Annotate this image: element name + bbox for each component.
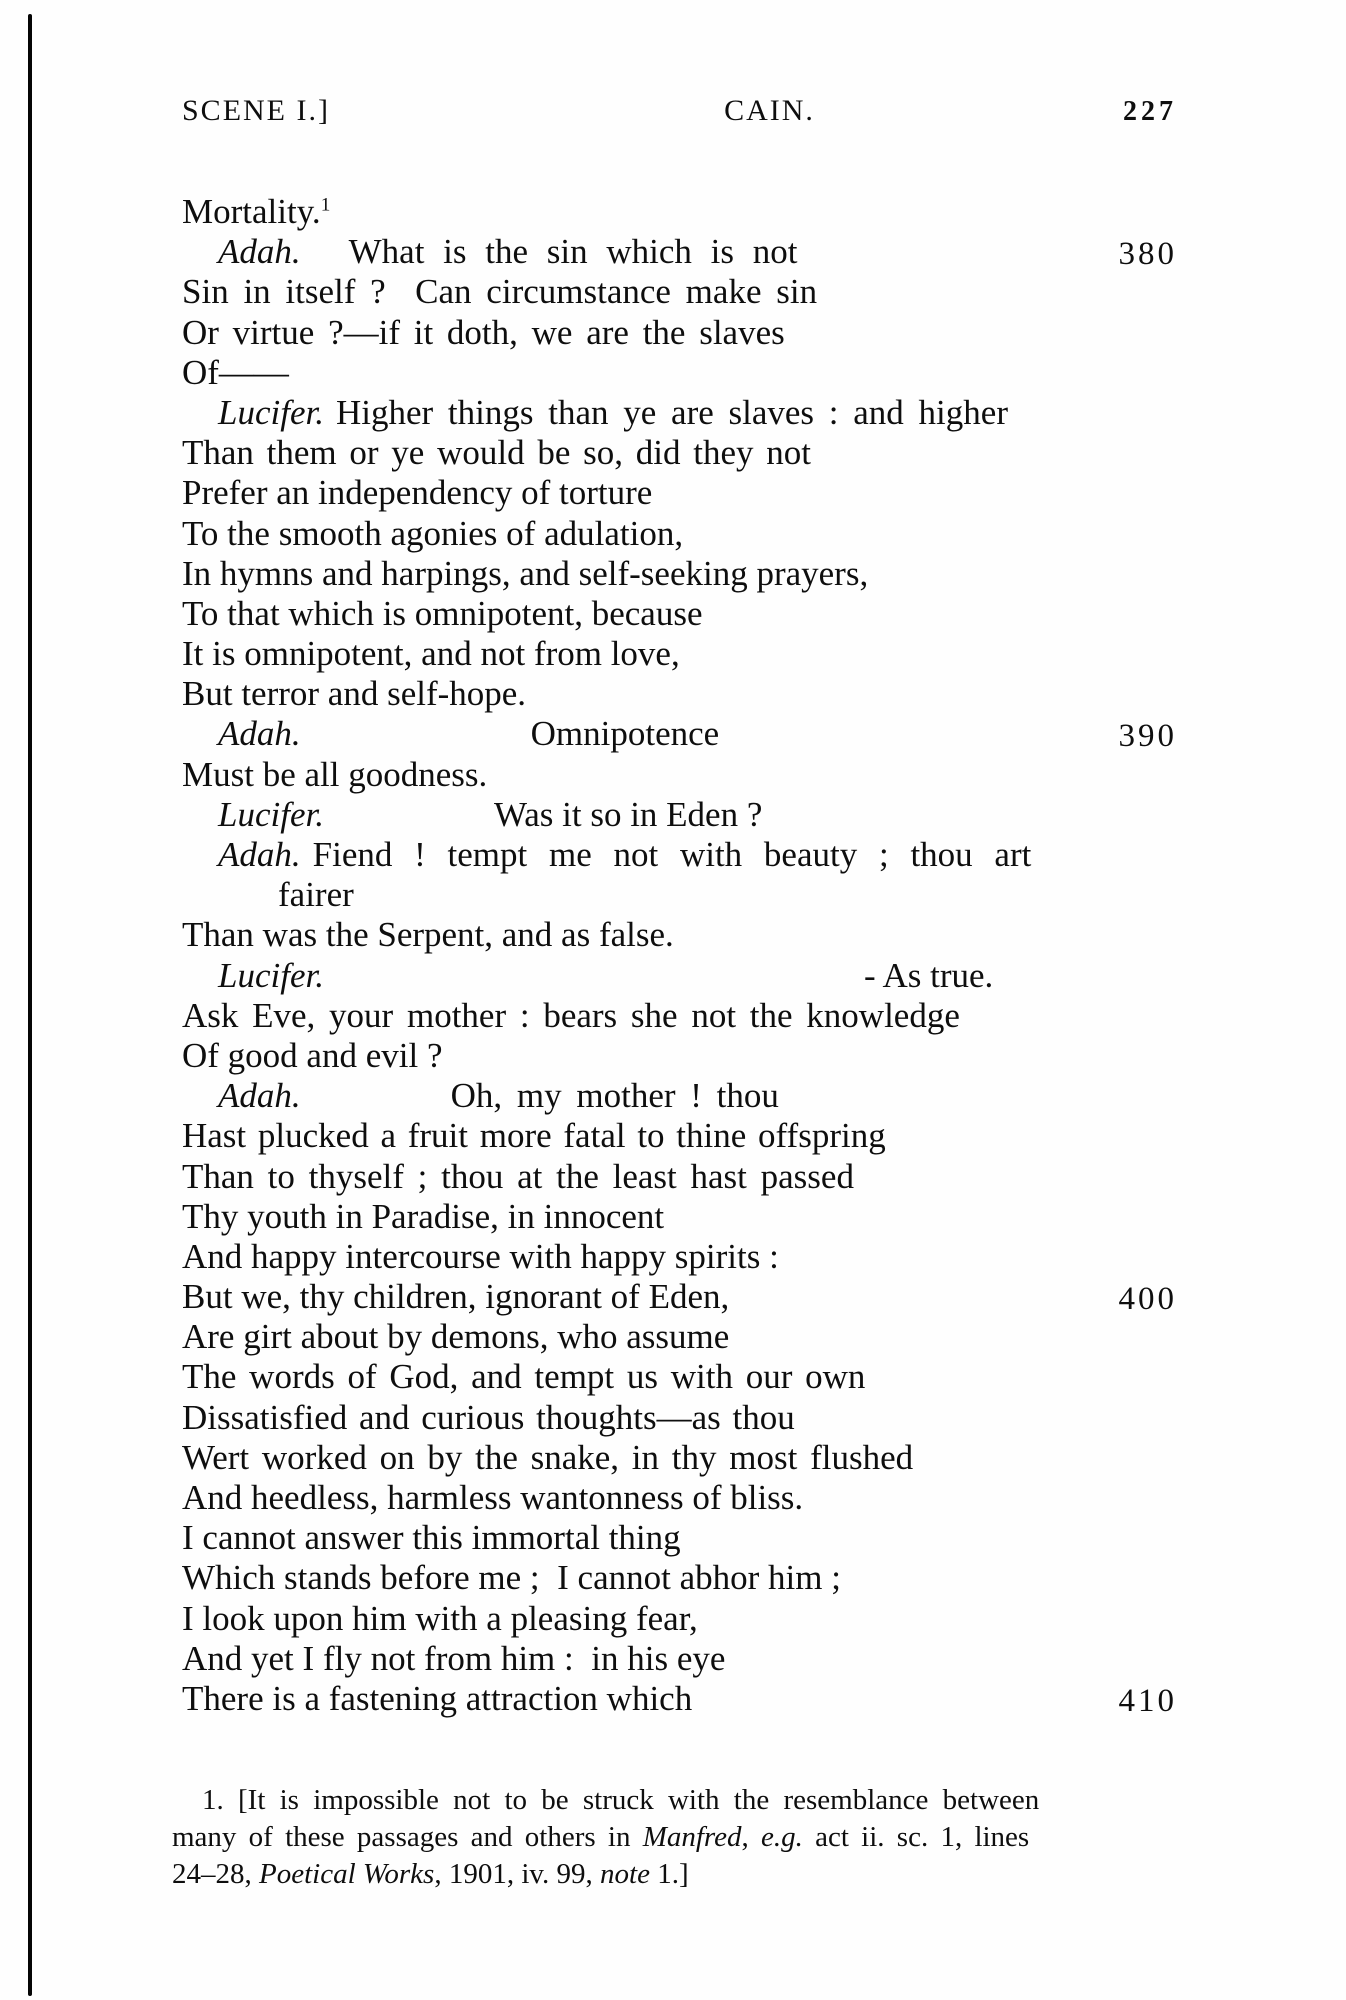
footnote-italic-text: Poetical Works	[259, 1858, 435, 1890]
verse-text: Thy youth in Paradise, in innocent	[182, 1196, 665, 1236]
verse-text: And yet I fly not from him : in his eye	[182, 1638, 726, 1678]
verse-text: But terror and self-hope.	[182, 674, 527, 714]
footnote-text: act ii. sc. 1, lines	[802, 1821, 1030, 1853]
verse-text: Are girt about by demons, who assume	[182, 1317, 730, 1357]
verse-text: I look upon him with a pleasing fear,	[182, 1598, 698, 1638]
verse-line	[182, 1398, 1177, 1438]
verse-text: Wert worked on by the snake, in thy most flushed	[182, 1437, 914, 1477]
verse-text: Ask Eve, your mother : bears she not the knowledge	[182, 995, 960, 1035]
verse-line	[182, 353, 1177, 393]
verse-text: Of——	[182, 352, 289, 392]
verse-line	[182, 192, 1177, 232]
page-title: CAIN.	[724, 94, 815, 127]
verse-line	[182, 835, 1177, 875]
footnote-text: 1.]	[649, 1858, 689, 1890]
verse-line	[182, 272, 1177, 312]
verse-text: Adah. What is the sin which is not	[218, 232, 798, 272]
verse-text: Than was the Serpent, and as false.	[182, 915, 674, 955]
verse-text: Mortality.$^1$	[182, 192, 331, 231]
verse-line	[182, 714, 1177, 754]
verse-line	[182, 1277, 1177, 1317]
verse-text: There is a fastening attraction which	[182, 1678, 693, 1718]
footnote-line	[172, 1819, 1172, 1856]
verse-line	[182, 1357, 1177, 1397]
verse-line	[182, 1317, 1177, 1357]
footnote-text: many of these passages and others in	[172, 1821, 643, 1853]
verse-line	[182, 1237, 1177, 1277]
verse-line	[182, 1036, 1177, 1076]
verse-line	[182, 1518, 1177, 1558]
running-header	[182, 94, 1177, 128]
verse-line	[182, 634, 1177, 674]
footnote-marker: 1	[320, 194, 331, 216]
speaker-name: Lucifer.	[218, 955, 324, 995]
verse-text: To that which is omnipotent, because	[182, 593, 703, 633]
verse-line	[182, 795, 1177, 835]
verse-text: Than them or ye would be so, did they not	[182, 433, 811, 473]
speaker-name: Lucifer.	[218, 392, 324, 432]
footnote-line	[172, 1856, 1172, 1893]
verse-text: Prefer an independency of torture	[182, 473, 653, 513]
verse-line	[182, 514, 1177, 554]
verse-text: Sin in itself ? Can circumstance make sin	[182, 272, 818, 312]
binding-edge-line	[28, 14, 32, 1996]
verse-text: Which stands before me ; I cannot abhor him ;	[182, 1558, 841, 1598]
verse-line	[182, 433, 1177, 473]
verse-line	[182, 1157, 1177, 1197]
footnote-italic-text: Manfred	[642, 1821, 742, 1853]
footnote	[172, 1782, 1172, 1893]
verse-line	[182, 1438, 1177, 1478]
verse-text: Adah. Fiend ! tempt me not with beauty ; thou art	[218, 835, 1032, 874]
speaker-name: Adah.	[218, 232, 301, 272]
verse-line	[182, 1599, 1177, 1639]
verse-line	[182, 473, 1177, 513]
verse-line	[182, 1116, 1177, 1156]
footnote-line	[172, 1782, 1172, 1819]
verse-line	[182, 393, 1177, 433]
speaker-name: Adah.	[218, 714, 301, 754]
verse-text: And heedless, harmless wantonness of bliss.	[182, 1478, 804, 1517]
verse-text: Must be all goodness.	[182, 754, 488, 794]
verse-text: Of good and evil ?	[182, 1035, 443, 1075]
verse-text: The words of God, and tempt us with our own	[182, 1357, 866, 1397]
verse-text: fairer	[278, 875, 354, 915]
verse-text: Than to thyself ; thou at the least hast passed	[182, 1156, 854, 1196]
verse-text: I cannot answer this immortal thing	[182, 1518, 681, 1558]
verse-text: Hast plucked a fruit more fatal to thine offspring	[182, 1116, 886, 1156]
verse-text: To the smooth agonies of adulation,	[182, 513, 684, 553]
scene-label: SCENE I.]	[182, 94, 330, 127]
verse-text: But we, thy children, ignorant of Eden,	[182, 1277, 730, 1317]
verse-line	[182, 915, 1177, 955]
verse-text: And happy intercourse with happy spirits :	[182, 1236, 779, 1276]
verse-line	[182, 1197, 1177, 1237]
verse-line	[182, 313, 1177, 353]
line-number: 380	[1118, 236, 1177, 273]
verse-text: Lucifer. - As true.	[218, 955, 994, 995]
verse-text: Or virtue ?—if it doth, we are the slaves	[182, 312, 785, 352]
footnote-text: 1. [It is impossible not to be struck with the resemblance between	[202, 1784, 1040, 1816]
verse-text: In hymns and harpings, and self-seeking prayers,	[182, 553, 869, 593]
verse-line	[182, 755, 1177, 795]
verse-line	[182, 1478, 1177, 1518]
verse-line	[182, 232, 1177, 272]
verse-line	[182, 1679, 1177, 1719]
footnote-italic-text: note	[600, 1858, 650, 1890]
verse-line	[182, 674, 1177, 714]
footnote-text: ,	[741, 1821, 761, 1853]
verse-text: Lucifer. Was it so in Eden ?	[218, 794, 763, 834]
verse-line	[182, 1076, 1177, 1116]
play-text	[182, 192, 1177, 1719]
speaker-name: Adah.	[218, 1076, 301, 1116]
line-number: 390	[1118, 718, 1177, 755]
page-number: 227	[1123, 96, 1177, 127]
verse-line	[182, 554, 1177, 594]
verse-text: Adah. Oh, my mother ! thou	[218, 1076, 779, 1116]
verse-line	[182, 956, 1177, 996]
verse-line	[182, 996, 1177, 1036]
line-number: 410	[1118, 1682, 1177, 1719]
footnote-text: 24–28,	[172, 1858, 259, 1890]
verse-line	[182, 1558, 1177, 1598]
verse-line	[182, 875, 1177, 915]
line-number: 400	[1118, 1281, 1177, 1318]
verse-text: It is omnipotent, and not from love,	[182, 634, 680, 674]
footnote-italic-text: e.g.	[761, 1821, 803, 1853]
speaker-name: Adah.	[218, 835, 301, 874]
verse-text: Adah. Omnipotence	[218, 714, 720, 754]
verse-line	[182, 1639, 1177, 1679]
footnote-text: , 1901, iv. 99,	[434, 1858, 601, 1890]
verse-line	[182, 594, 1177, 634]
speaker-name: Lucifer.	[218, 794, 324, 834]
verse-text: Dissatisfied and curious thoughts—as thou	[182, 1397, 795, 1437]
verse-text: Lucifer. Higher things than ye are slaves : and higher	[218, 392, 1008, 432]
